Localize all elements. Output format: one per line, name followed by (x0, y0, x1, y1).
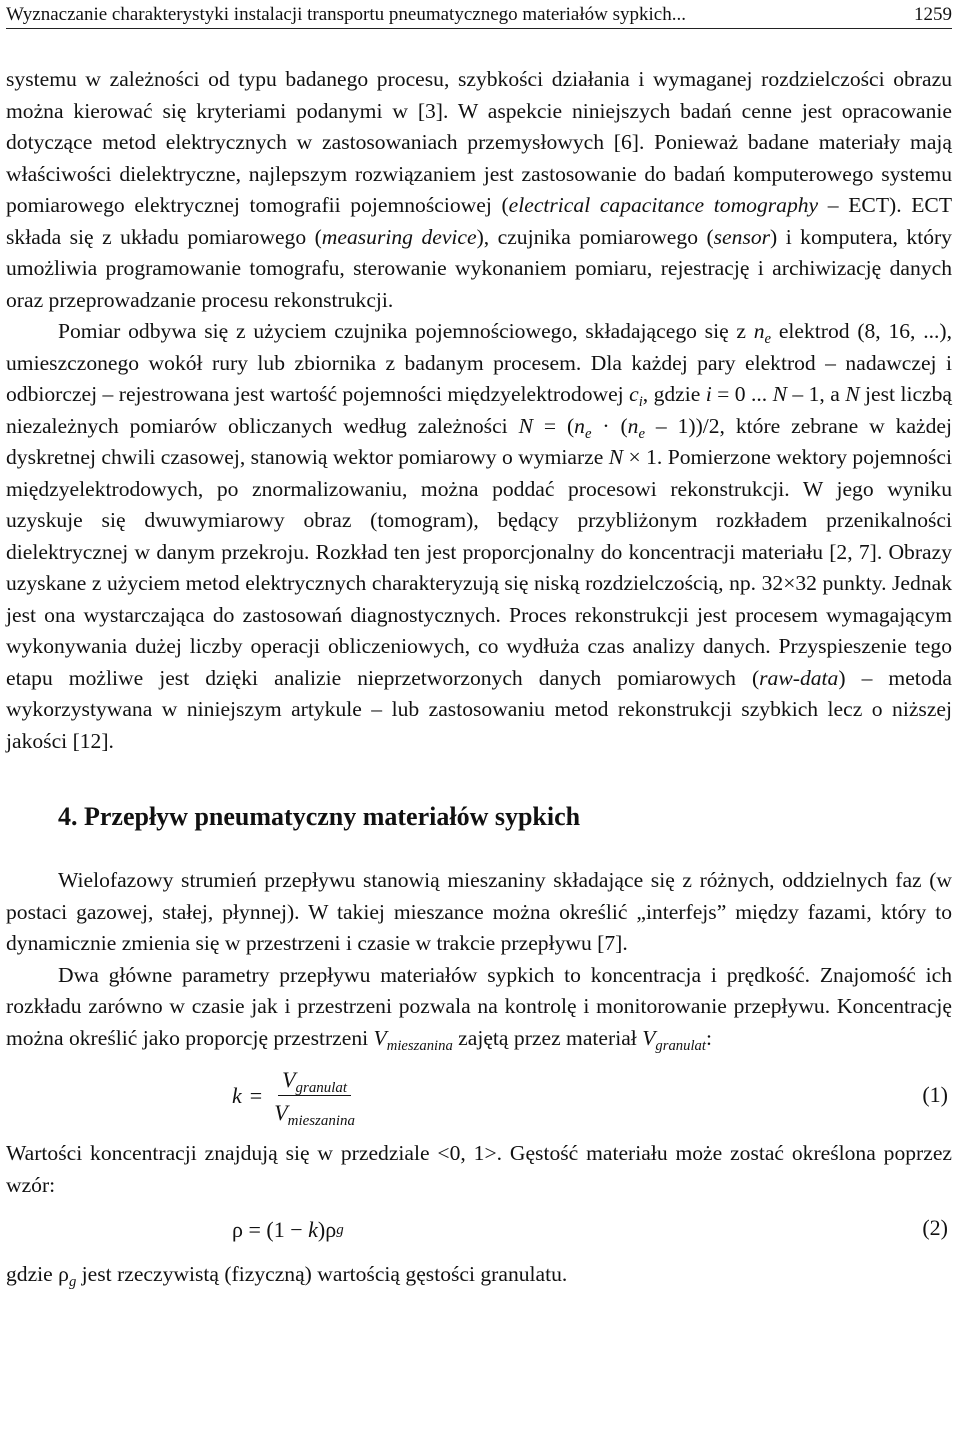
math-symbol: ρ (232, 1217, 243, 1242)
text-run: = 0 ... (711, 382, 773, 406)
math-subscript: g (336, 1222, 344, 1238)
math-var: N (518, 413, 533, 438)
equation-number: (1) (922, 1082, 948, 1107)
paragraph-where (6, 1259, 952, 1291)
math-subscript: granulat (655, 1037, 706, 1054)
math-subscript: mieszanina (386, 1037, 453, 1054)
math-var: N (772, 382, 787, 406)
equation-2-body (232, 1201, 344, 1259)
text-run: × 1. Pomierzone wektory pojemności międzyelektrodowych, po znormalizowaniu, można poddać procesowi rekonstrukcji. W jego wyniku uzyskuje się dwuwymiarowy obraz (tomogram), będący przybliżonym rozkładem przenikalności dielektrycznej w danym przekroju. Rozkład ten jest proporcjonalny do koncentracji materiału [2, 7]. Obrazy uzyskane z użyciem metod elektrycznych charakteryzują się niską rozdzielczością, np. 32×32 punkty. Jednak jest ona wystarczająca do zastosowań diagnostycznych. Proces rekonstrukcji jest procesem wymagającym wykonywania dużej liczby operacji obliczeniowych, co wydłuża czas analizy danych. Przyspieszenie tego etapu możliwe jest dzięki analizie nieprzetworzonych danych pomiarowych ( (6, 445, 952, 690)
text-run: ) – metoda wykorzystywana w niniejszym artykule – lub zastosowaniu metod rekonstrukcji szybkich lecz o niższej jakości [12]. (6, 665, 952, 753)
text-run: , gdzie (642, 382, 706, 406)
section-heading: 4. Przepływ pneumatyczny materiałów sypkich (58, 802, 581, 831)
page-number: 1259 (914, 4, 952, 25)
math-subscript: e (584, 425, 592, 442)
italic-term: sensor (713, 224, 771, 249)
text-run: systemu w zależności od typu badanego procesu, szybkości działania i wymaganej rozdzielczości obrazu można kierować się kryteriami podanymi w [3]. W aspekcie niniejszych badań cenne jest opracowanie dotyczące metod elektrycznych w zastosowaniach przemysłowych [6]. Ponieważ badane materiały mają właściwości dielektryczne, najlepszym rozwiązaniem jest zastosowanie do badań komputerowego systemu pomiarowego elektrycznej tomografii pojemnościowej ( (6, 67, 952, 217)
equation-1 (6, 1054, 952, 1138)
paragraph-density (6, 1138, 952, 1201)
equation-2 (6, 1201, 952, 1259)
text-run: – 1))/2, które zebrane w każdej dyskretnej chwili czasowej, stanowią wektor pomiarowy o wymiarze (6, 413, 952, 469)
text-run: jest rzeczywistą (fizyczną) wartością gęstości granulatu. (76, 1262, 568, 1286)
equals-sign: = (249, 1083, 263, 1108)
math-subscript: g (68, 1274, 77, 1291)
text-run: ), czujnika pomiarowego ( (476, 224, 714, 249)
equation-number: (2) (922, 1215, 948, 1240)
math-subscript: i (638, 394, 643, 411)
text-run: Dwa główne parametry przepływu materiałów sypkich to koncentracja i prędkość. Znajomość ich rozkładu zarówno w czasie jak i przestrzeni pozwala na kontrolę i monitorowanie przepływu. Koncentrację można określić jako proporcję przestrzeni (6, 962, 952, 1050)
math-var: n (574, 413, 585, 438)
text-run: jest liczbą niezależnych pomiarów obliczanych według zależności (6, 382, 952, 438)
math-var: i (705, 382, 712, 406)
text-run: = ( (532, 413, 575, 438)
italic-term: measuring device (321, 224, 477, 249)
paragraph-ect-intro (6, 64, 952, 316)
text-run: elektrod (8, 16, ...), umieszczonego wokół rury lub zbiornika z badanym procesem. Dla każdej pary elektrod – nadawczej i odbiorczej – rejestrowana jest wartość pojemności międzyelektrodowej (6, 319, 952, 406)
text-run: Wartości koncentracji znajdują się w przedziale <0, 1>. Gęstość materiału może zostać określona poprzez wzór: (6, 1141, 952, 1197)
math-operator: = (1 − (242, 1217, 309, 1242)
text-run: – 1, a (787, 382, 846, 406)
text-run: ) i komputera, który umożliwia programowanie tomografu, sterowanie wykonaniem pomiaru, rejestrację i archiwizację danych oraz przeprowadzanie procesu rekonstrukcji. (6, 224, 952, 312)
math-var: k (232, 1083, 242, 1108)
math-subscript: granulat (295, 1079, 348, 1096)
paragraph-measurement (6, 316, 952, 757)
math-subscript: e (764, 331, 772, 348)
math-var: V (642, 1025, 656, 1050)
page-body (6, 64, 952, 1291)
text-run: : (705, 1025, 712, 1050)
math-var: N (845, 382, 860, 406)
running-title: Wyznaczanie charakterystyki instalacji transportu pneumatycznego materiałów sypkich... (6, 4, 686, 25)
math-symbol: )ρ (317, 1217, 337, 1242)
math-subscript: e (638, 425, 645, 442)
fraction (270, 1066, 359, 1129)
math-var: V (274, 1099, 288, 1125)
text-run: Pomiar odbywa się z użyciem czujnika pojemnościowego, składającego się z (58, 319, 754, 343)
text-run: · ( (591, 413, 628, 438)
math-var: N (608, 445, 624, 469)
math-var: c (629, 382, 639, 406)
italic-term: electrical capacitance tomography (508, 193, 819, 217)
paragraph-multiphase (6, 865, 952, 960)
text-run: zajętą przez materiał (452, 1025, 643, 1050)
text-run: – ECT). ECT składa się z układu pomiarowego ( (6, 193, 953, 249)
fraction-numerator (278, 1067, 351, 1096)
math-var: k (308, 1217, 318, 1242)
math-var: n (753, 319, 765, 343)
fraction-denominator (270, 1096, 359, 1129)
running-header (6, 4, 952, 29)
text-run: gdzie ρ (6, 1262, 69, 1286)
math-var: V (282, 1066, 296, 1092)
text-run: Wielofazowy strumień przepływu stanowią mieszaniny składające się z różnych, oddzielnych faz (w postaci gazowej, stałej, płynnej). W takiej mieszance można określić „interfejs” między fazami, który to dynamicznie zmienia się w przestrzeni i czasie w trakcie przepływu [7]. (6, 868, 952, 955)
equation-1-body (232, 1054, 359, 1138)
math-var: V (373, 1025, 387, 1050)
paragraph-concentration (6, 960, 952, 1055)
math-subscript: mieszanina (287, 1112, 355, 1129)
math-var: n (627, 413, 639, 438)
italic-term: raw-data (759, 665, 839, 690)
